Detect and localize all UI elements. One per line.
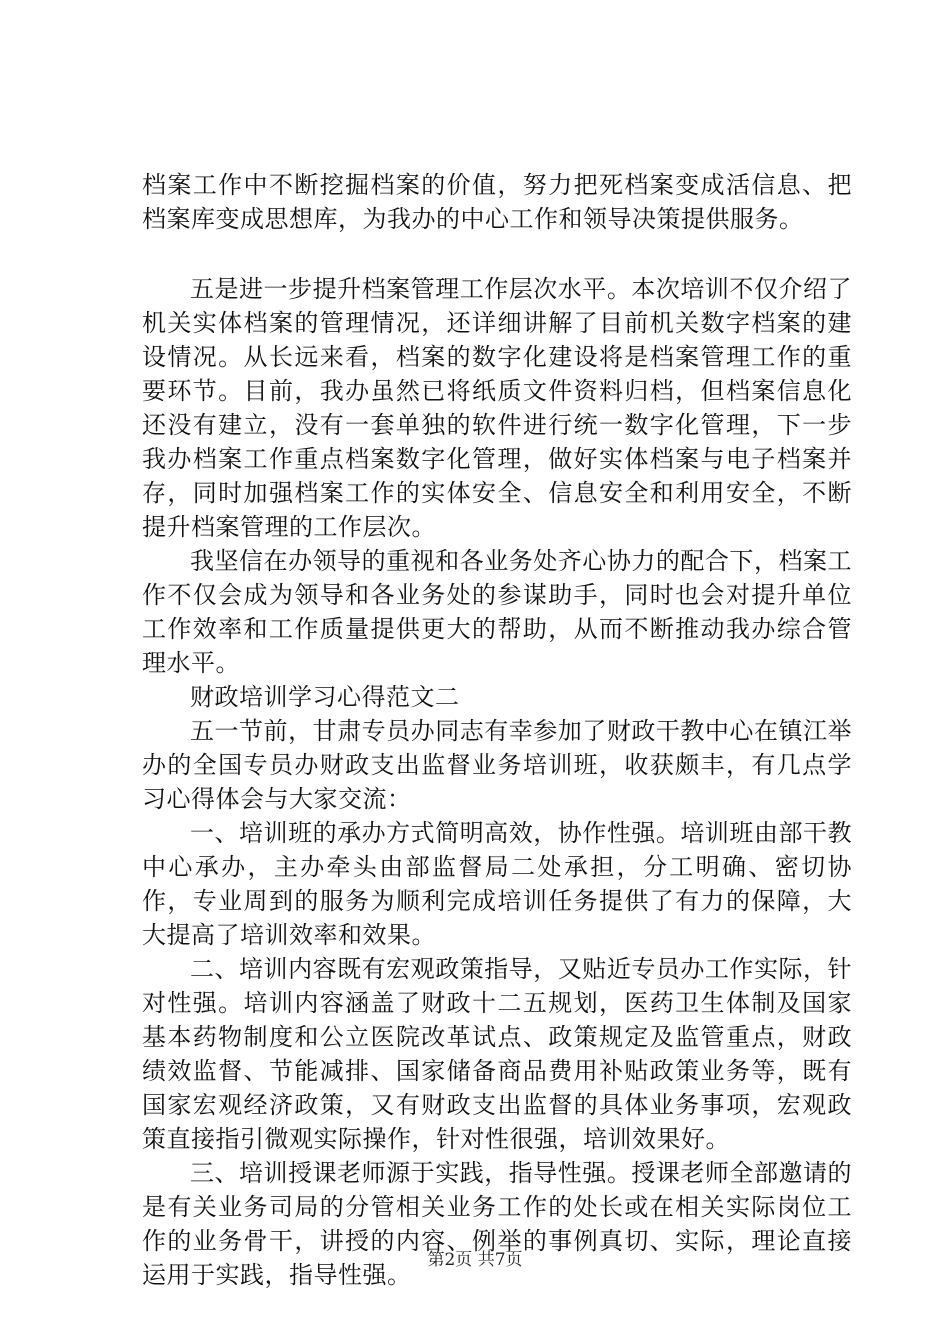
paragraph-point-five: 五是进一步提升档案管理工作层次水平。本次培训不仅介绍了机关实体档案的管理情况，还详细讲解了目前机关数字档案的建设情况。从长远来看，档案的数字化建设将是档案管理工作的重要环节。目前，我办虽然已将纸质文件资料归档，但档案信息化还没有建立，没有一套单独的软件进行统一数字化管理，下一步我办档案工作重点档案数字化管理，做好实体档案与电子档案并存，同时加强档案工作的实体安全、信息安全和利用安全，不断提升档案管理的工作层次。 <box>142 275 852 541</box>
document-body <box>142 168 852 1292</box>
page-number-footer: 第2页 共7页 <box>427 1250 523 1270</box>
paragraph-point-two: 二、培训内容既有宏观政策指导，又贴近专员办工作实际，针对性强。培训内容涵盖了财政十二五规划，医药卫生体制及国家基本药物制度和公立医院改革试点、政策规定及监管重点，财政绩效监督、节能减排、国家储备商品费用补贴政策业务等，既有国家宏观经济政策，又有财政支出监督的具体业务事项，宏观政策直接指引微观实际操作，针对性很强，培训效果好。 <box>142 955 852 1153</box>
paragraph-conclusion: 我坚信在办领导的重视和各业务处齐心协力的配合下，档案工作不仅会成为领导和各业务处的参谋助手，同时也会对提升单位工作效率和工作质量提供更大的帮助，从而不断推动我办综合管理水平。 <box>142 547 852 677</box>
paragraph-continuation: 档案工作中不断挖掘档案的价值，努力把死档案变成活信息、把档案库变成思想库，为我办的中心工作和领导决策提供服务。 <box>142 171 852 233</box>
paragraph-intro: 五一节前，甘肃专员办同志有幸参加了财政干教中心在镇江举办的全国专员办财政支出监督业务培训班，收获颇丰，有几点学习心得体会与大家交流： <box>142 717 852 813</box>
paragraph-point-three: 三、培训授课老师源于实践，指导性强。授课老师全部邀请的是有关业务司局的分管相关业务工作的处长或在相关实际岗位工作的业务骨干，讲授的内容、例举的事例真切、实际，理论直接运用于实践，指导性强。 <box>142 1159 852 1289</box>
paragraph-point-one: 一、培训班的承办方式简明高效，协作性强。培训班由部干教中心承办，主办牵头由部监督局二处承担，分工明确、密切协作，专业周到的服务为顺利完成培训任务提供了有力的保障，大大提高了培训效率和效果。 <box>142 819 852 949</box>
section-heading: 财政培训学习心得范文二 <box>190 683 460 711</box>
paragraph-gap <box>142 236 852 272</box>
